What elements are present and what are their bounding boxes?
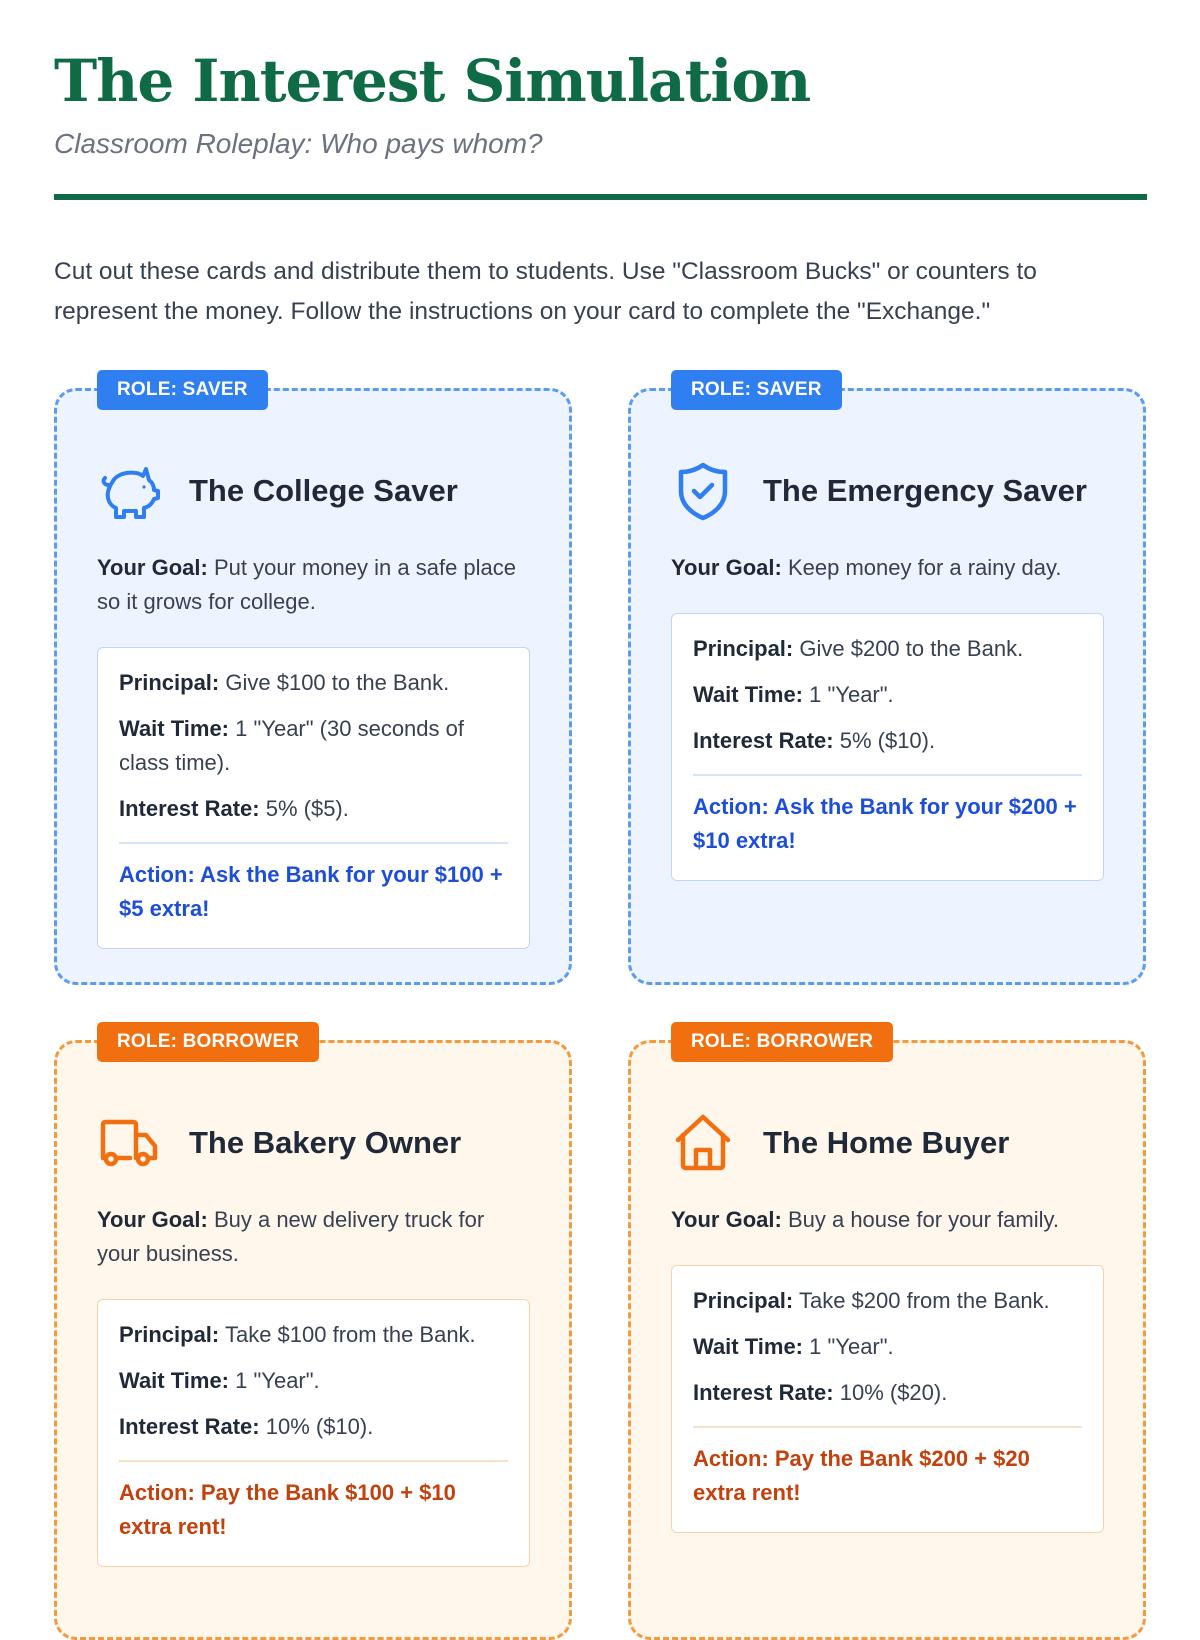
- page-subtitle: Classroom Roleplay: Who pays whom?: [54, 128, 543, 159]
- house-icon: [671, 1111, 735, 1175]
- wait-time-line: [693, 1330, 1082, 1364]
- interest-rate-value: 5% ($10).: [839, 728, 936, 753]
- wait-time-label: Wait Time:: [693, 682, 804, 707]
- principal-line: [693, 632, 1082, 666]
- role-card-college-saver: [54, 379, 572, 985]
- role-card-emergency-saver: [628, 379, 1146, 985]
- wait-time-value: 1 "Year" (30 seconds of class time).: [119, 716, 464, 775]
- interest-rate-line: [693, 1376, 1082, 1410]
- page-title: The Interest Simulation: [54, 47, 811, 115]
- principal-label: Principal:: [119, 1322, 220, 1347]
- card-action: Action: Ask the Bank for your $200 + $10 extra!: [693, 793, 1077, 853]
- card-action: Action: Pay the Bank $200 + $20 extra rent!: [693, 1445, 1030, 1505]
- role-badge: ROLE: BORROWER: [97, 1022, 319, 1062]
- interest-rate-value: 10% ($10).: [265, 1414, 374, 1439]
- interest-rate-value: 10% ($20).: [839, 1380, 948, 1405]
- interest-rate-label: Interest Rate:: [119, 1414, 260, 1439]
- interest-rate-line: [693, 724, 1082, 758]
- interest-rate-label: Interest Rate:: [693, 1380, 834, 1405]
- role-card-bakery-owner: [54, 1031, 572, 1640]
- piggy-bank-icon: [97, 459, 161, 523]
- details-divider: [119, 1460, 508, 1462]
- card-goal: [97, 1203, 527, 1271]
- wait-time-label: Wait Time:: [119, 1368, 230, 1393]
- goal-text: Keep money for a rainy day.: [787, 555, 1062, 580]
- card-details: [671, 1265, 1104, 1533]
- role-badge: ROLE: SAVER: [97, 370, 268, 410]
- role-badge: ROLE: SAVER: [671, 370, 842, 410]
- wait-time-label: Wait Time:: [119, 716, 230, 741]
- wait-time-value: 1 "Year".: [809, 1334, 894, 1359]
- card-details: [97, 647, 530, 949]
- card-action: Action: Ask the Bank for your $100 + $5 extra!: [119, 861, 503, 921]
- details-divider: [693, 1426, 1082, 1428]
- goal-label: Your Goal:: [671, 1207, 782, 1232]
- intro-paragraph: Cut out these cards and distribute them to students. Use "Classroom Bucks" or counters to represent the money. Follow the instructions on your card to complete the "Exchange.": [54, 258, 1037, 325]
- card-header: [671, 1111, 1009, 1175]
- card-details: [97, 1299, 530, 1567]
- goal-text: Buy a new delivery truck for your business.: [97, 1207, 485, 1266]
- principal-value: Give $100 to the Bank.: [225, 670, 450, 695]
- interest-rate-line: [119, 792, 508, 826]
- goal-label: Your Goal:: [671, 555, 782, 580]
- wait-time-line: [693, 678, 1082, 712]
- card-header: [97, 1111, 461, 1175]
- card-goal: [671, 551, 1101, 585]
- card-title: The Bakery Owner: [189, 1125, 462, 1160]
- wait-time-label: Wait Time:: [693, 1334, 804, 1359]
- shield-check-icon: [671, 459, 735, 523]
- interest-rate-line: [119, 1410, 508, 1444]
- wait-time-line: [119, 1364, 508, 1398]
- card-details: [671, 613, 1104, 881]
- goal-text: Buy a house for your family.: [787, 1207, 1059, 1232]
- principal-label: Principal:: [693, 636, 794, 661]
- principal-line: [693, 1284, 1082, 1318]
- details-divider: [119, 842, 508, 844]
- card-action: Action: Pay the Bank $100 + $10 extra rent!: [119, 1479, 456, 1539]
- card-goal: [97, 551, 527, 619]
- principal-line: [119, 1318, 508, 1352]
- card-header: [671, 459, 1087, 523]
- title-divider: [54, 194, 1147, 200]
- card-goal: [671, 1203, 1101, 1237]
- role-badge: ROLE: BORROWER: [671, 1022, 893, 1062]
- principal-label: Principal:: [693, 1288, 794, 1313]
- interest-rate-label: Interest Rate:: [693, 728, 834, 753]
- goal-label: Your Goal:: [97, 1207, 208, 1232]
- wait-time-value: 1 "Year".: [235, 1368, 320, 1393]
- card-title: The Home Buyer: [763, 1125, 1010, 1160]
- details-divider: [693, 774, 1082, 776]
- card-title: The Emergency Saver: [763, 473, 1087, 508]
- card-title: The College Saver: [189, 473, 458, 508]
- principal-value: Give $200 to the Bank.: [799, 636, 1024, 661]
- principal-label: Principal:: [119, 670, 220, 695]
- principal-value: Take $100 from the Bank.: [224, 1322, 476, 1347]
- truck-icon: [97, 1111, 161, 1175]
- goal-text: Put your money in a safe place so it grows for college.: [97, 555, 517, 614]
- role-card-home-buyer: [628, 1031, 1146, 1640]
- interest-rate-value: 5% ($5).: [265, 796, 349, 821]
- card-header: [97, 459, 458, 523]
- wait-time-line: [119, 712, 508, 780]
- wait-time-value: 1 "Year".: [809, 682, 894, 707]
- interest-rate-label: Interest Rate:: [119, 796, 260, 821]
- goal-label: Your Goal:: [97, 555, 208, 580]
- principal-line: [119, 666, 508, 700]
- principal-value: Take $200 from the Bank.: [798, 1288, 1050, 1313]
